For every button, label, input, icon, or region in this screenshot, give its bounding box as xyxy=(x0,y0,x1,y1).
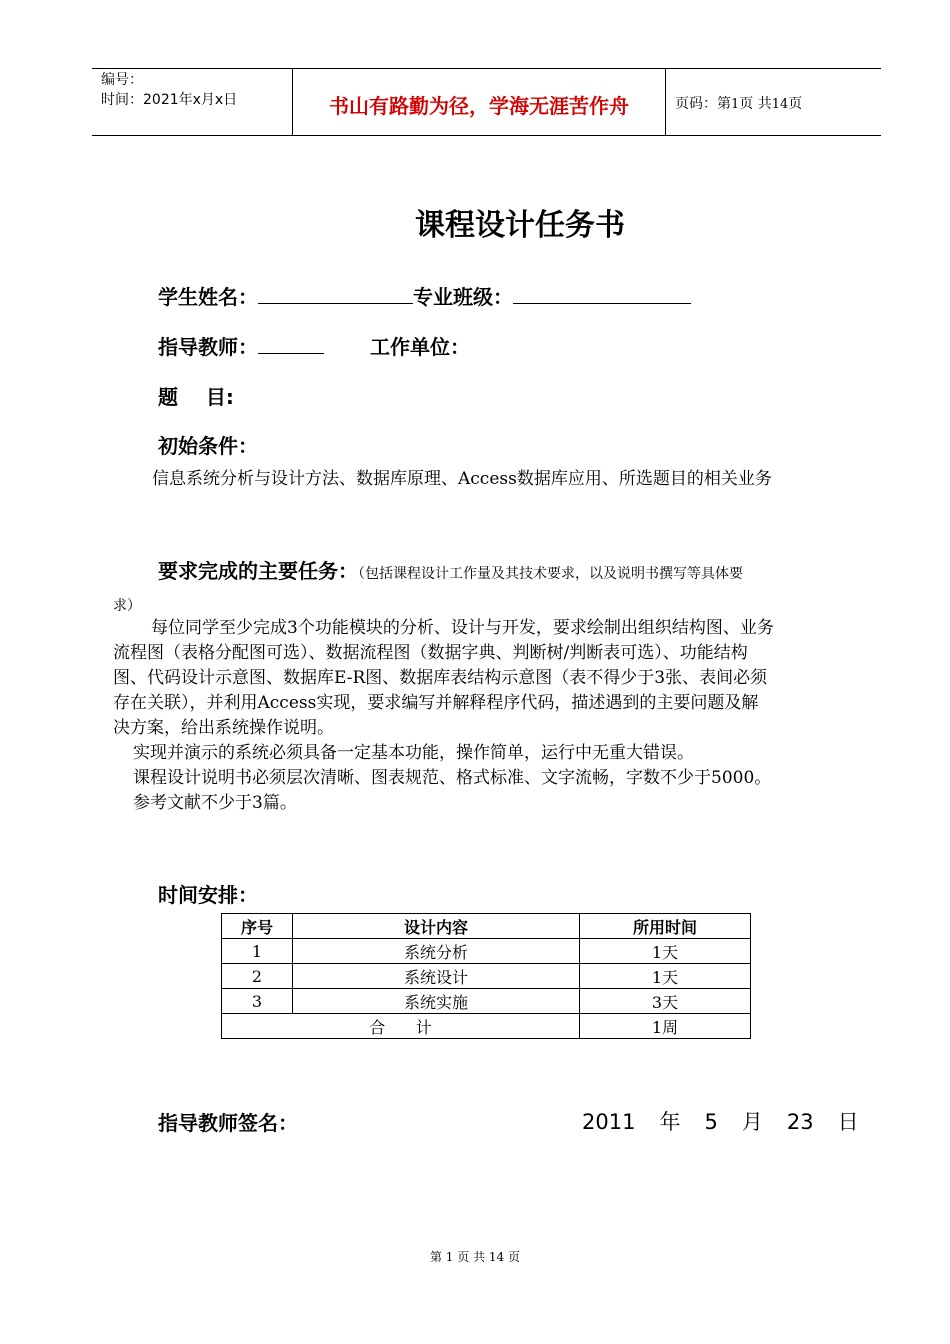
sig-year-unit: 年 xyxy=(659,1110,681,1134)
major-class-label: 专业班级： xyxy=(413,285,513,309)
header-top-rule xyxy=(92,68,881,69)
header-divider xyxy=(292,68,293,135)
sig-month: 5 xyxy=(704,1110,718,1134)
header-meta xyxy=(101,70,237,110)
table-row xyxy=(222,964,751,989)
header-page-number xyxy=(675,93,802,113)
header-motto: 书山有路勤为径，学海无涯苦作舟 xyxy=(329,94,629,118)
page-current: 1 xyxy=(731,97,740,112)
tasks-heading-row xyxy=(158,555,868,584)
tasks-line: 流程图（表格分配图可选）、数据流程图（数据字典、判断树/判断表可选）、功能结构 xyxy=(113,643,748,663)
page-prefix: 页码：第 xyxy=(675,96,731,112)
total-row xyxy=(222,1014,751,1039)
cell-index: 1 xyxy=(222,939,293,964)
col-header-index: 序号 xyxy=(222,914,293,939)
cell-content: 系统实施 xyxy=(293,989,580,1014)
col-header-duration: 所用时间 xyxy=(580,914,751,939)
page-total: 14 xyxy=(771,97,789,112)
sig-day: 23 xyxy=(786,1110,814,1134)
initial-conditions-text: 信息系统分析与设计方法、数据库原理、Access数据库应用、所选题目的相关业务 xyxy=(152,469,772,489)
work-unit-label: 工作单位： xyxy=(370,335,470,359)
footer-mid: 页 共 xyxy=(457,1250,486,1264)
sig-month-unit: 月 xyxy=(741,1110,763,1134)
document-time: 时间：2021年x月x日 xyxy=(101,92,238,108)
tasks-note-continued: 求） xyxy=(113,598,141,614)
advisor-row xyxy=(158,331,324,360)
initial-conditions-label: 初始条件： xyxy=(158,434,258,458)
cell-duration: 3天 xyxy=(580,989,751,1014)
tasks-line: 决方案，给出系统操作说明。 xyxy=(113,718,334,738)
tasks-paragraph-3: 课程设计说明书必须层次清晰、图表规范、格式标准、文字流畅，字数不少于5000。 xyxy=(133,768,772,788)
advisor-label: 指导教师： xyxy=(158,335,258,359)
page-title: 课程设计任务书 xyxy=(415,208,625,243)
tasks-heading: 要求完成的主要任务： xyxy=(158,559,358,583)
schedule-header-row xyxy=(222,914,751,939)
page-mid: 页 共 xyxy=(739,96,772,112)
sig-day-unit: 日 xyxy=(837,1110,859,1134)
student-name-label: 学生姓名： xyxy=(158,285,258,309)
cell-duration: 1天 xyxy=(580,964,751,989)
tasks-note: （包括课程设计工作量及其技术要求，以及说明书撰写等具体要 xyxy=(358,566,743,582)
major-class-blank xyxy=(513,283,691,304)
cell-index: 3 xyxy=(222,989,293,1014)
header-bottom-rule xyxy=(92,135,881,136)
total-value: 1周 xyxy=(580,1014,751,1039)
advisor-signature-label: 指导教师签名： xyxy=(158,1111,298,1135)
footer-prefix: 第 xyxy=(429,1250,442,1264)
advisor-blank xyxy=(258,333,324,354)
document-number: 编号： xyxy=(101,72,143,88)
cell-index: 2 xyxy=(222,964,293,989)
sig-year: 2011 xyxy=(582,1110,636,1134)
col-header-content: 设计内容 xyxy=(293,914,580,939)
schedule-heading: 时间安排： xyxy=(158,883,258,907)
tasks-paragraph-1 xyxy=(113,616,873,741)
student-name-row xyxy=(158,281,691,310)
footer-page-number xyxy=(0,1248,950,1265)
topic-label: 题 目: xyxy=(158,385,234,409)
tasks-paragraph-4: 参考文献不少于3篇。 xyxy=(133,793,297,813)
tasks-paragraph-2: 实现并演示的系统必须具备一定基本功能，操作简单，运行中无重大错误。 xyxy=(133,743,694,763)
total-label: 合 计 xyxy=(222,1014,580,1039)
tasks-line: 图、代码设计示意图、数据库E-R图、数据库表结构示意图（表不得少于3张、表间必须 xyxy=(113,668,768,688)
cell-duration: 1天 xyxy=(580,939,751,964)
tasks-line: 存在关联），并利用Access实现，要求编写并解释程序代码，描述遇到的主要问题及解 xyxy=(113,693,759,713)
footer-total: 14 xyxy=(488,1250,505,1264)
schedule-table xyxy=(221,913,751,1039)
footer-suffix: 页 xyxy=(508,1250,521,1264)
table-row xyxy=(222,939,751,964)
cell-content: 系统分析 xyxy=(293,939,580,964)
cell-content: 系统设计 xyxy=(293,964,580,989)
header-divider xyxy=(665,68,666,135)
signature-date xyxy=(582,1106,859,1136)
footer-current: 1 xyxy=(445,1250,454,1264)
tasks-line: 每位同学至少完成3个功能模块的分析、设计与开发，要求绘制出组织结构图、业务 xyxy=(151,618,774,638)
student-name-blank xyxy=(258,283,413,304)
page-suffix: 页 xyxy=(788,96,803,112)
table-row xyxy=(222,989,751,1014)
